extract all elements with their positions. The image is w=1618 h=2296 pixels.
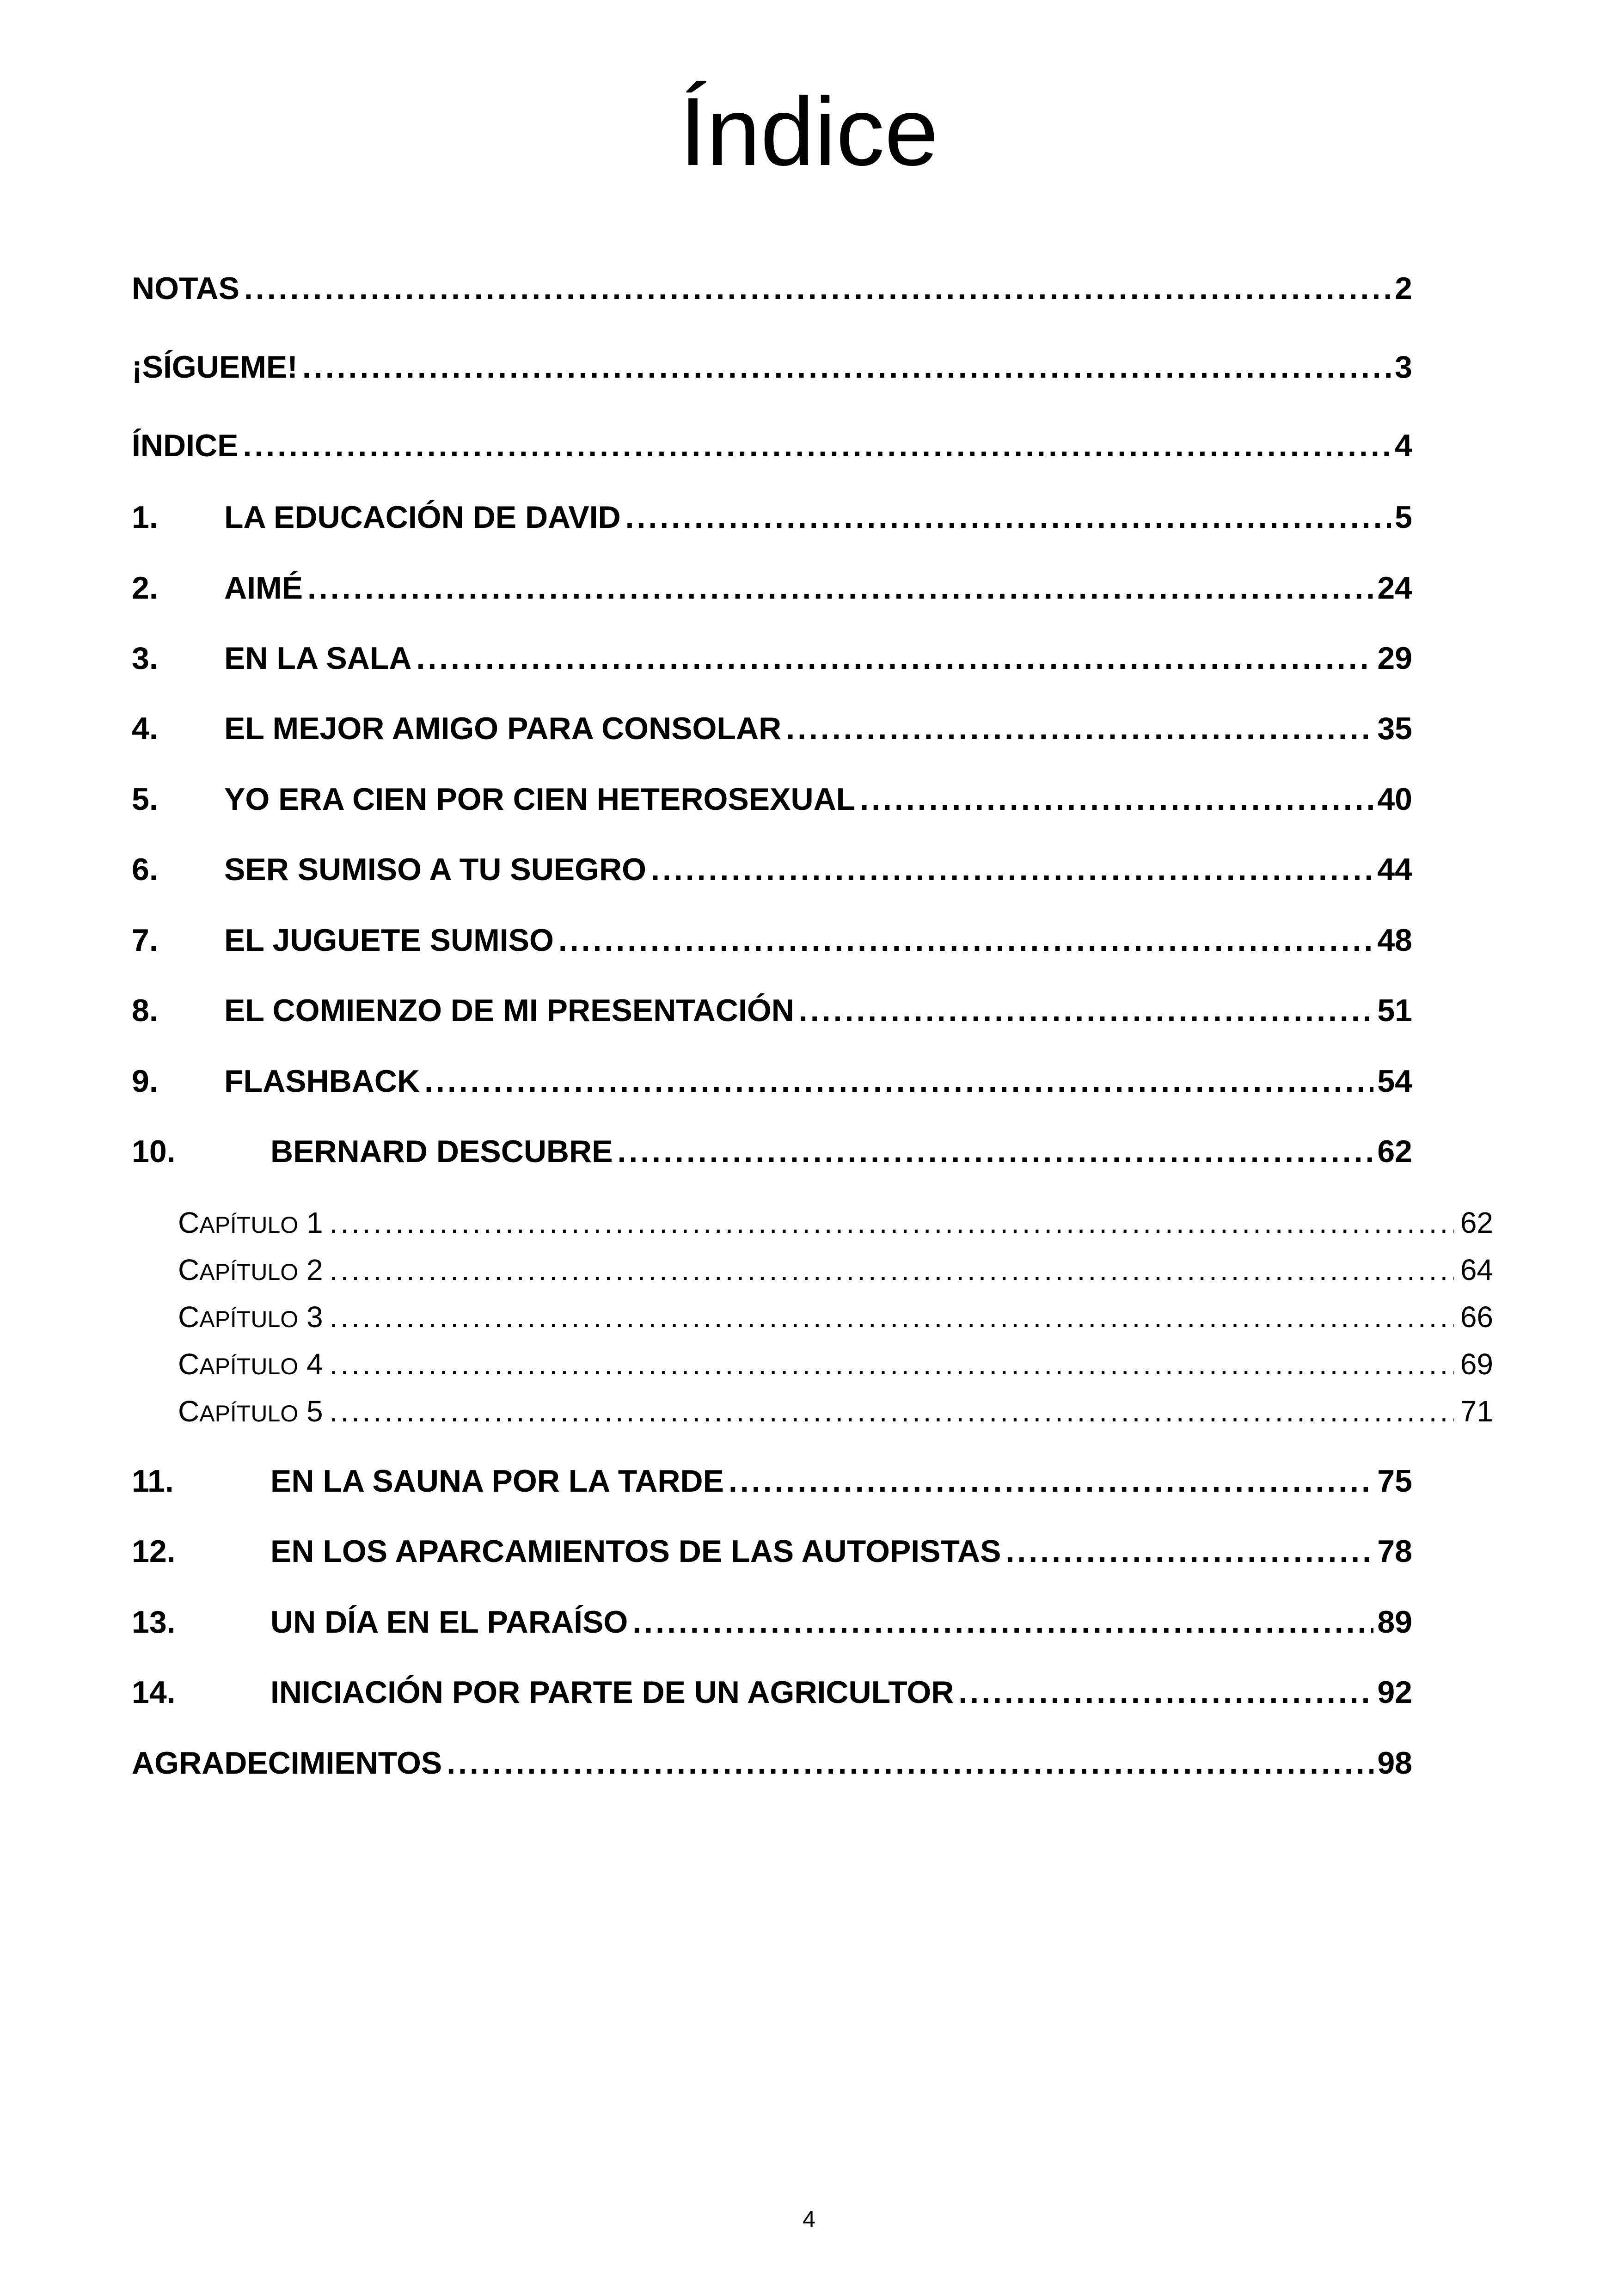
toc-entry-label: YO ERA CIEN POR CIEN HETEROSEXUAL (224, 782, 856, 817)
toc-entry[interactable] (132, 640, 1412, 676)
toc-entry-number: 2. (132, 570, 158, 606)
dot-leader (558, 922, 1373, 958)
toc-entry-page: 3 (1395, 349, 1412, 385)
toc-entry[interactable] (132, 1133, 1412, 1169)
toc-entry-page: 75 (1377, 1463, 1412, 1499)
toc-entry[interactable] (132, 1604, 1412, 1640)
toc-entry[interactable] (132, 922, 1412, 958)
dot-leader (244, 270, 1391, 306)
toc-entry-number: 4. (132, 711, 158, 746)
toc-entry[interactable] (132, 499, 1412, 535)
toc-entry-label: SER SUMISO A TU SUEGRO (224, 852, 647, 887)
toc-entry-page: 2 (1395, 271, 1412, 306)
page-title: Índice (679, 77, 939, 186)
toc-entry[interactable] (132, 710, 1412, 747)
toc-entry-page: 98 (1377, 1745, 1412, 1781)
toc-subentry-label: CAPÍTULO 2 (178, 1253, 323, 1286)
dot-leader (632, 1604, 1373, 1640)
toc-entry-label: LA EDUCACIÓN DE DAVID (224, 500, 621, 535)
toc-entry-page: 4 (1395, 428, 1412, 463)
toc-entry-page: 48 (1377, 923, 1412, 958)
toc-entry-number: 1. (132, 500, 158, 535)
toc-subentry-page: 64 (1460, 1253, 1493, 1286)
dot-leader (330, 1394, 1454, 1428)
dot-leader (1006, 1533, 1374, 1569)
toc-entry-number: 3. (132, 641, 158, 676)
dot-leader (302, 349, 1391, 385)
toc-entry-page: 24 (1377, 570, 1412, 606)
toc-entry-number: 7. (132, 923, 158, 958)
toc-entry-label: AGRADECIMIENTOS (132, 1745, 442, 1781)
toc-entry-number: 5. (132, 782, 158, 817)
toc-entry[interactable] (132, 1533, 1412, 1569)
toc-subentry-page: 62 (1460, 1206, 1493, 1239)
toc-entry[interactable] (132, 270, 1412, 306)
toc-entry-label: BERNARD DESCUBRE (270, 1134, 613, 1169)
toc-entry[interactable] (132, 1463, 1412, 1499)
toc-subentry[interactable] (178, 1206, 1493, 1240)
toc-entry[interactable] (132, 349, 1412, 385)
dot-leader (958, 1674, 1373, 1710)
toc-entry-label: FLASHBACK (224, 1064, 420, 1099)
toc-entry-label: ¡SÍGUEME! (132, 349, 298, 385)
toc-subentry[interactable] (178, 1394, 1493, 1428)
toc-subentry-label: CAPÍTULO 3 (178, 1300, 323, 1334)
dot-leader (330, 1206, 1454, 1240)
dot-leader (330, 1347, 1454, 1381)
toc-entry-page: 29 (1377, 641, 1412, 676)
dot-leader (330, 1253, 1454, 1287)
toc-entry-number: 6. (132, 852, 158, 887)
toc-subentry[interactable] (178, 1347, 1493, 1381)
toc-subentry-label: CAPÍTULO 4 (178, 1347, 323, 1381)
toc-entry[interactable] (132, 1674, 1412, 1710)
dot-leader (447, 1745, 1373, 1781)
toc-entry-label: INICIACIÓN POR PARTE DE UN AGRICULTOR (270, 1675, 954, 1710)
toc-entry-number: 14. (132, 1675, 176, 1710)
toc-entry-label: EN LA SALA (224, 641, 412, 676)
toc-entry[interactable] (132, 428, 1412, 464)
toc-entry-page: 92 (1377, 1675, 1412, 1710)
toc-entry-number: 10. (132, 1134, 176, 1169)
toc-entry-number: 12. (132, 1534, 176, 1569)
toc-entry-label: ÍNDICE (132, 428, 239, 463)
dot-leader (625, 499, 1391, 535)
dot-leader (729, 1463, 1373, 1499)
toc-entry-label: AIMÉ (224, 570, 303, 606)
toc-entry-label: UN DÍA EN EL PARAÍSO (270, 1604, 628, 1640)
toc-entry-number: 9. (132, 1064, 158, 1099)
toc-entry[interactable] (132, 1745, 1412, 1781)
toc-entry-page: 78 (1377, 1534, 1412, 1569)
toc-subentry-page: 66 (1460, 1300, 1493, 1334)
toc-entry-page: 35 (1377, 711, 1412, 746)
toc-entry-page: 51 (1377, 993, 1412, 1028)
toc-entry-label: EL COMIENZO DE MI PRESENTACIÓN (224, 993, 794, 1028)
toc-entry[interactable] (132, 992, 1412, 1029)
dot-leader (786, 710, 1373, 747)
toc-entry[interactable] (132, 851, 1412, 888)
page-number: 4 (803, 2206, 815, 2232)
toc-entry[interactable] (132, 570, 1412, 606)
toc-entry-page: 5 (1395, 500, 1412, 535)
dot-leader (799, 992, 1373, 1029)
toc-entry[interactable] (132, 1063, 1412, 1099)
dot-leader (330, 1300, 1454, 1334)
toc-entry-label: NOTAS (132, 271, 239, 306)
dot-leader (416, 640, 1373, 676)
toc-subentry-page: 71 (1460, 1395, 1493, 1428)
toc-entry-page: 40 (1377, 782, 1412, 817)
dot-leader (618, 1133, 1374, 1169)
dot-leader (651, 851, 1373, 888)
toc-entry-page: 62 (1377, 1134, 1412, 1169)
toc-entry-page: 89 (1377, 1604, 1412, 1640)
toc-entry-number: 11. (132, 1463, 174, 1499)
toc-subentry[interactable] (178, 1300, 1493, 1334)
toc-entry-label: EL JUGUETE SUMISO (224, 923, 554, 958)
toc-entry-page: 54 (1377, 1064, 1412, 1099)
dot-leader (424, 1063, 1373, 1099)
toc-entry-number: 13. (132, 1604, 176, 1640)
toc-subentry-page: 69 (1460, 1347, 1493, 1381)
toc-subentry-label: CAPÍTULO 1 (178, 1206, 323, 1239)
toc-entry-label: EN LOS APARCAMIENTOS DE LAS AUTOPISTAS (270, 1534, 1001, 1569)
dot-leader (243, 428, 1391, 464)
toc-entry-label: EL MEJOR AMIGO PARA CONSOLAR (224, 711, 782, 746)
toc-subentry[interactable] (178, 1253, 1493, 1287)
dot-leader (307, 570, 1373, 606)
toc-subentry-label: CAPÍTULO 5 (178, 1395, 323, 1428)
toc-entry[interactable] (132, 781, 1412, 817)
toc-entry-page: 44 (1377, 852, 1412, 887)
toc-entry-number: 8. (132, 993, 158, 1028)
toc-entry-label: EN LA SAUNA POR LA TARDE (270, 1463, 724, 1499)
dot-leader (860, 781, 1373, 817)
